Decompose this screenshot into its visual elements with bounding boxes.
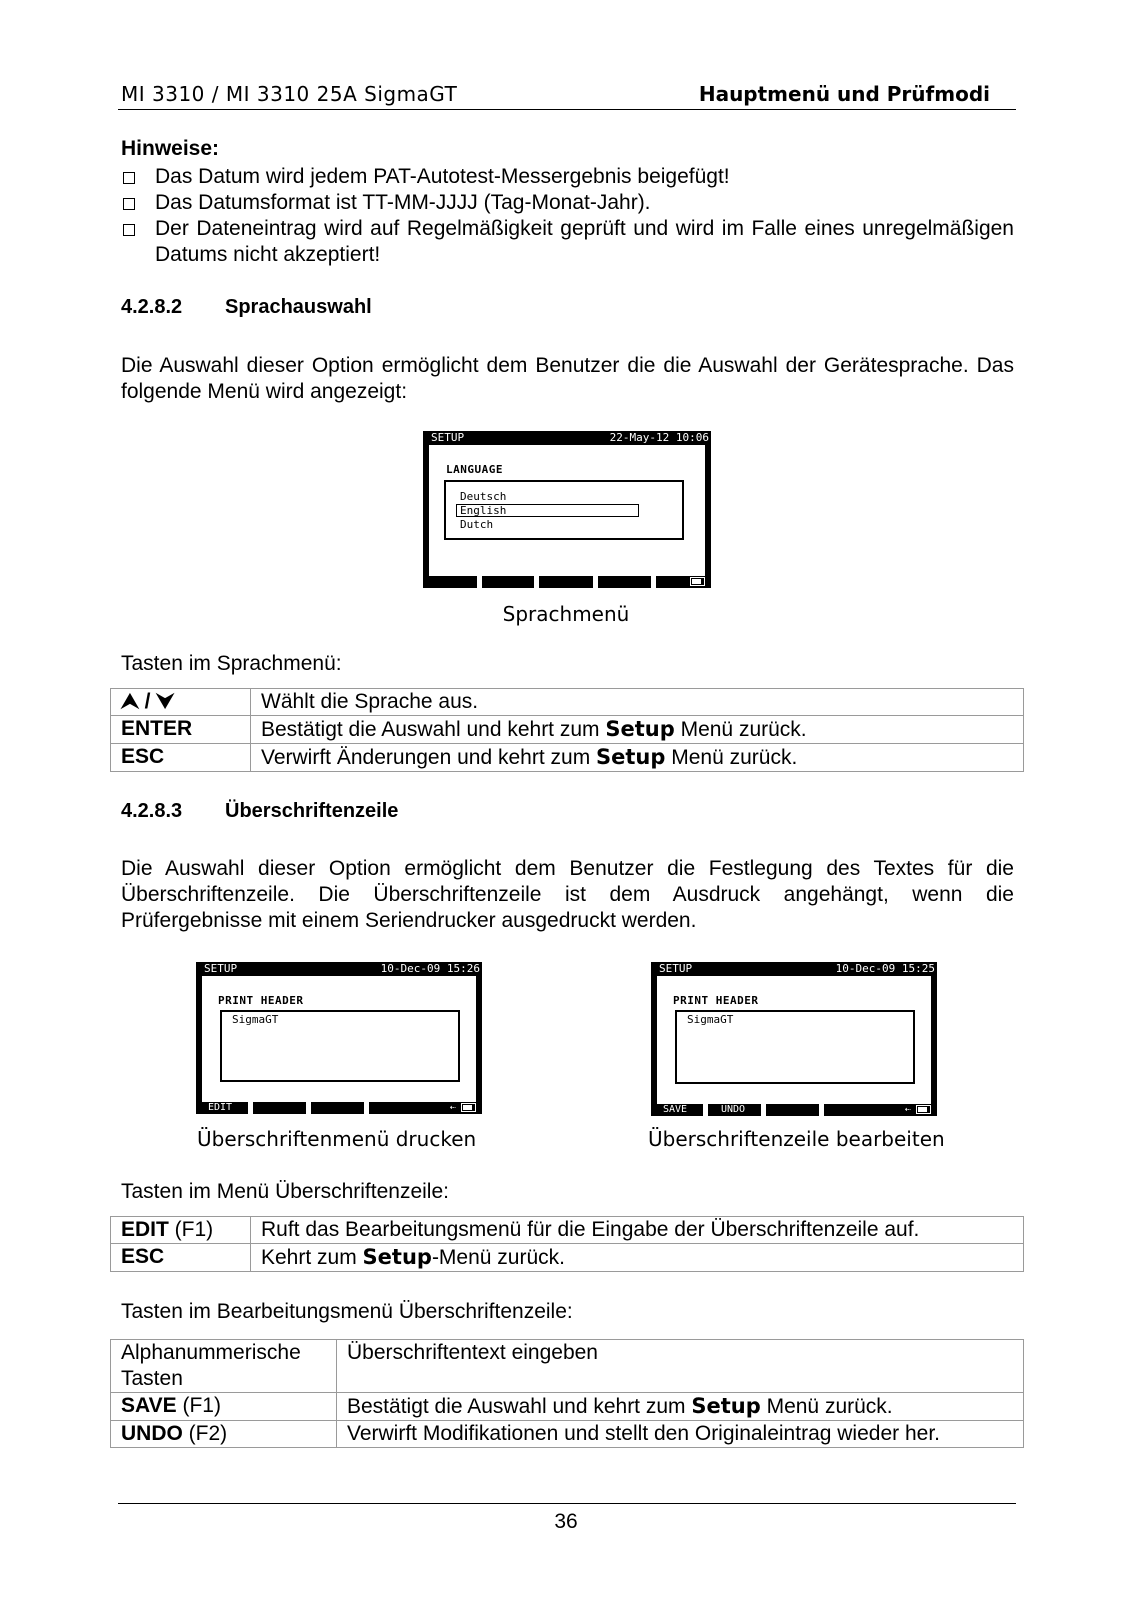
notes-list (121, 164, 1014, 268)
screen-topbar: SETUP 22-May-12 10:06 (431, 431, 709, 444)
notes-item: Das Datumsformat ist TT-MM-JJJJ (Tag-Monat-Jahr). (121, 190, 1014, 216)
screen-title: PRINT HEADER (673, 994, 759, 1007)
screen-topbar: SETUP 10-Dec-09 15:26 (204, 962, 480, 975)
figure-caption-print-header-edit: Überschriftenzeile bearbeiten (648, 1127, 945, 1151)
desc-cell: Bestätigt die Auswahl und kehrt zum Setup Menü zurück. (337, 1393, 1024, 1421)
section-heading-language (121, 296, 372, 319)
softkey-edit: EDIT (208, 1102, 233, 1113)
header-value: SigmaGT (232, 1013, 279, 1026)
section-title: Überschriftenzeile (225, 800, 399, 822)
notes-item: Der Dateneintrag wird auf Regelmäßigkeit geprüft und wird im Falle eines unregelmäßigen Datums nicht akzeptiert! (121, 216, 1014, 268)
desc-cell: Verwirft Änderungen und kehrt zum Setup Menü zurück. (251, 744, 1024, 772)
table-row (111, 716, 1024, 744)
key-cell: UNDO (F2) (111, 1421, 337, 1448)
section-text-header: Die Auswahl dieser Option ermöglicht dem Benutzer die Festlegung des Textes für die Überschriftenzeile. Die Überschriftenzeile ist dem Ausdruck angehängt, wenn die Prüfergebnisse mit einem Seriendrucker ausgedruckt werden. (121, 857, 1014, 932)
table-row (111, 1393, 1024, 1421)
softkey-save: SAVE (663, 1104, 688, 1115)
language-option: Dutch (460, 518, 494, 531)
key-cell: ENTER (111, 716, 251, 744)
running-header-left: MI 3310 / MI 3310 25A SigmaGT (121, 82, 458, 106)
checkbox-bullet-icon (123, 224, 135, 236)
figure-caption-print-header: Überschriftenmenü drucken (197, 1127, 477, 1151)
header-text-box (675, 1010, 915, 1084)
table-row (111, 1244, 1024, 1272)
desc-cell: Bestätigt die Auswahl und kehrt zum Setup Menü zurück. (251, 716, 1024, 744)
desc-cell: Überschriftentext eingeben (337, 1340, 1024, 1393)
section-text-language: Die Auswahl dieser Option ermöglicht dem Benutzer die die Auswahl der Gerätesprache. Das folgende Menü wird angezeigt: (121, 354, 1014, 403)
key-cell: ESC (111, 1244, 251, 1272)
keys-intro-edit: Tasten im Bearbeitungsmenü Überschriftenzeile: (121, 1300, 573, 1323)
footer-rule (118, 1503, 1016, 1504)
running-header-right: Hauptmenü und Prüfmodi (698, 82, 990, 106)
notes-title: Hinweise: (121, 137, 220, 160)
header-value: SigmaGT (687, 1013, 734, 1026)
language-option-selected: English (456, 504, 639, 517)
checkbox-bullet-icon (123, 198, 135, 210)
keys-table-language (110, 688, 1024, 772)
desc-cell: Wählt die Sprache aus. (251, 689, 1024, 716)
table-row (111, 1340, 1024, 1393)
plug-icon: ⇠ (449, 1102, 456, 1113)
keys-intro-header: Tasten im Menü Überschriftenzeile: (121, 1180, 449, 1203)
screen-title: PRINT HEADER (218, 994, 304, 1007)
desc-cell: Kehrt zum Setup-Menü zurück. (251, 1244, 1024, 1272)
table-row (111, 1421, 1024, 1448)
key-cell: ⮝ / ⮟ (111, 689, 251, 716)
key-cell: ESC (111, 744, 251, 772)
softkey-undo: UNDO (721, 1104, 746, 1115)
language-screen (423, 431, 711, 588)
battery-icon (461, 1103, 476, 1112)
notes-item: Das Datum wird jedem PAT-Autotest-Messergebnis beigefügt! (121, 164, 1014, 190)
print-header-edit-screen (651, 962, 937, 1116)
screen-title: LANGUAGE (446, 463, 503, 476)
keys-table-header (110, 1216, 1024, 1272)
header-rule (118, 109, 1016, 110)
table-row (111, 689, 1024, 716)
checkbox-bullet-icon (123, 172, 135, 184)
desc-cell: Ruft das Bearbeitungsmenü für die Eingabe der Überschriftenzeile auf. (251, 1217, 1024, 1244)
screen-softkey-bar (423, 576, 711, 588)
header-text-box (220, 1010, 460, 1082)
key-cell: EDIT (F1) (111, 1217, 251, 1244)
screen-softkey-bar (651, 1104, 937, 1116)
plug-icon: ⇠ (904, 1104, 911, 1115)
desc-cell: Verwirft Modifikationen und stellt den Originaleintrag wieder her. (337, 1421, 1024, 1448)
section-number: 4.2.8.3 (121, 800, 183, 822)
language-list (444, 480, 684, 540)
page-number: 36 (554, 1510, 578, 1533)
key-cell: Alphanummerische Tasten (111, 1340, 337, 1393)
figure-caption-language: Sprachmenü (502, 602, 630, 626)
section-title: Sprachauswahl (225, 296, 372, 318)
screen-softkey-bar (196, 1102, 482, 1114)
section-number: 4.2.8.2 (121, 296, 183, 318)
battery-icon (690, 577, 705, 586)
language-option: Deutsch (460, 490, 507, 503)
section-heading-header (121, 800, 398, 823)
keys-table-edit (110, 1339, 1024, 1448)
print-header-screen (196, 962, 482, 1114)
table-row (111, 1217, 1024, 1244)
key-cell: SAVE (F1) (111, 1393, 337, 1421)
table-row (111, 744, 1024, 772)
keys-intro-language: Tasten im Sprachmenü: (121, 652, 342, 675)
battery-icon (916, 1105, 931, 1114)
screen-topbar: SETUP 10-Dec-09 15:25 (659, 962, 935, 975)
